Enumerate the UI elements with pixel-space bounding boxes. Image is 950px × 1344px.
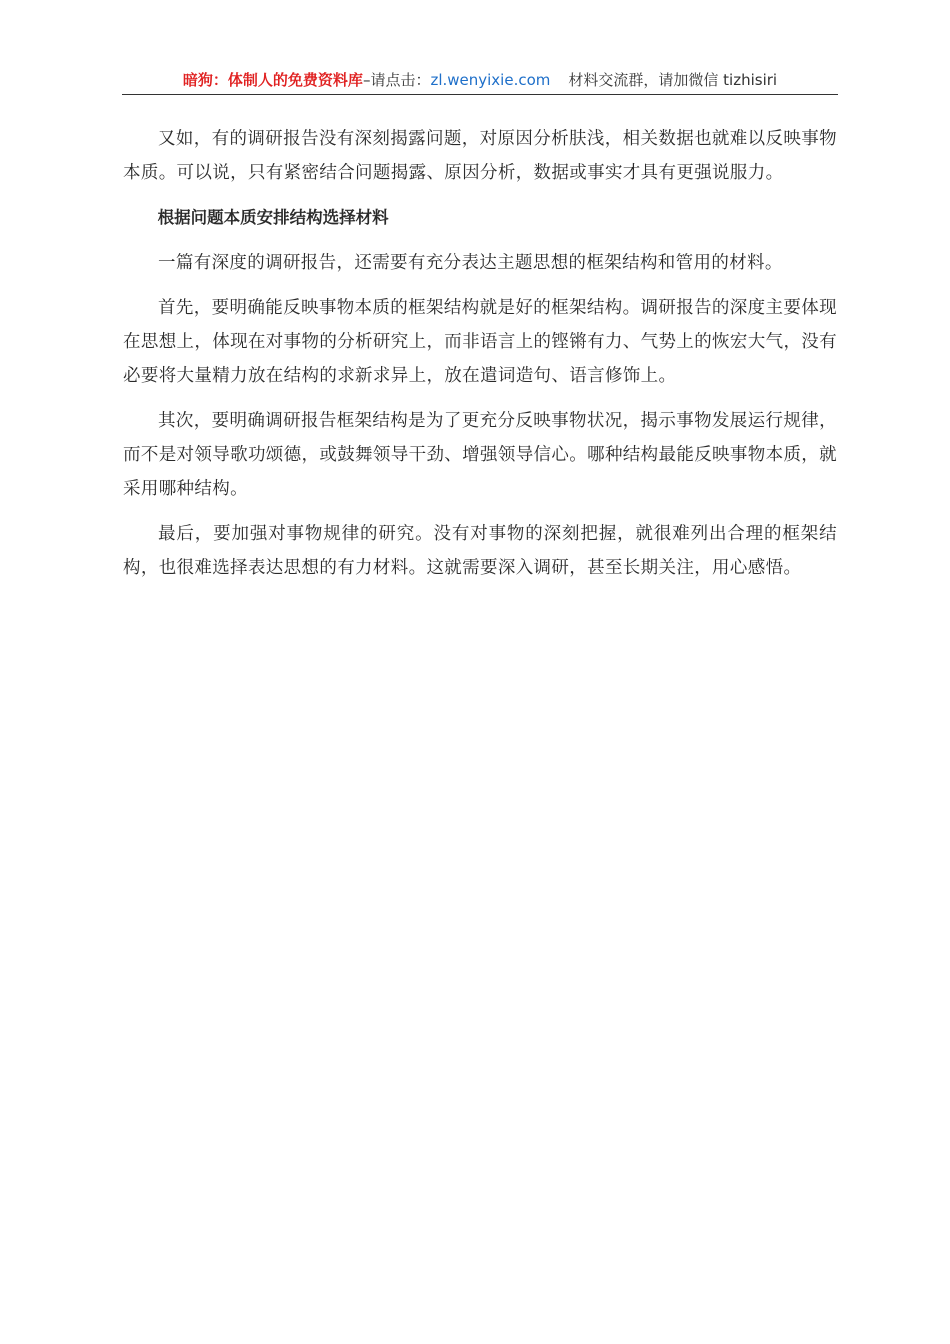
paragraph: 首先，要明确能反映事物本质的框架结构就是好的框架结构。调研报告的深度主要体现在思想上，体现在对事物的分析研究上，而非语言上的铿锵有力、气势上的恢宏大气，没有必要将大量精力放在结构的求新求异上，放在遣词造句、语言修饰上。 <box>123 298 837 386</box>
page-header <box>122 68 838 95</box>
paragraph: 一篇有深度的调研报告，还需要有充分表达主题思想的框架结构和管用的材料。 <box>158 253 783 273</box>
header-click-prompt: –请点击： <box>362 71 431 89</box>
header-link[interactable]: zl.wenyixie.com <box>430 71 551 89</box>
paragraph: 又如，有的调研报告没有深刻揭露问题，对原因分析肤浅，相关数据也就难以反映事物本质。可以说，只有紧密结合问题揭露、原因分析，数据或事实才具有更强说服力。 <box>123 129 837 183</box>
paragraph: 最后，要加强对事物规律的研究。没有对事物的深刻把握，就很难列出合理的框架结构，也很难选择表达思想的有力材料。这就需要深入调研，甚至长期关注，用心感悟。 <box>123 524 837 578</box>
section-heading: 根据问题本质安排结构选择材料 <box>157 208 389 227</box>
paragraph: 其次，要明确调研报告框架结构是为了更充分反映事物状况，揭示事物发展运行规律，而不是对领导歌功颂德，或鼓舞领导干劲、增强领导信心。哪种结构最能反映事物本质，就采用哪种结构。 <box>123 411 837 499</box>
document-body <box>123 122 837 596</box>
header-contact: 材料交流群，请加微信 tizhisiri <box>568 71 778 89</box>
header-brand: 暗狗：体制人的免费资料库 <box>182 71 363 89</box>
